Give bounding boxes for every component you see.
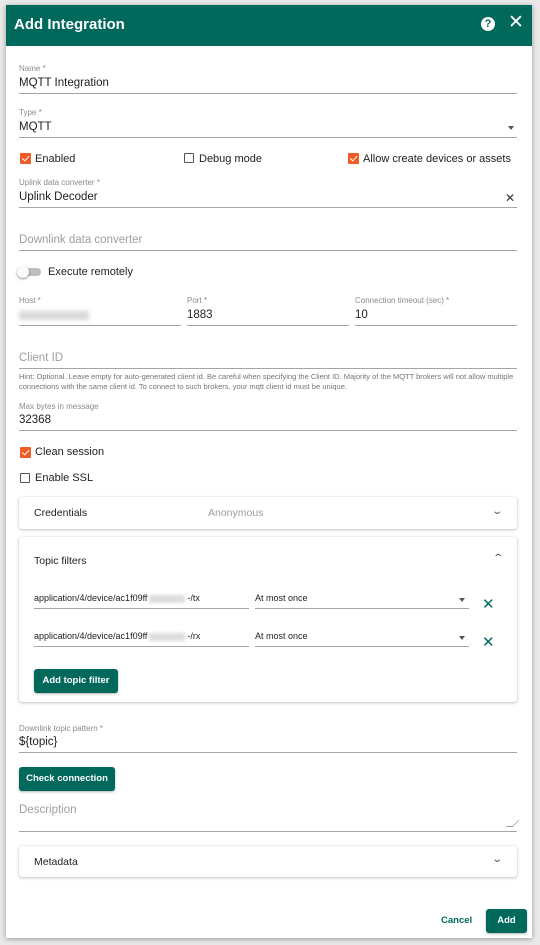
- credentials-panel[interactable]: [19, 497, 517, 529]
- type-underline: [19, 137, 517, 138]
- allow-create-label[interactable]: Allow create devices or assets: [363, 153, 511, 165]
- add-button[interactable]: Add: [486, 909, 527, 933]
- credentials-label: Credentials: [34, 507, 88, 519]
- close-icon[interactable]: ✕: [508, 12, 524, 33]
- enable-ssl-checkbox[interactable]: [20, 473, 30, 483]
- max-bytes-label: Max bytes in message: [19, 402, 99, 411]
- debug-mode-checkbox[interactable]: [184, 153, 194, 163]
- timeout-label: Connection timeout (sec) *: [355, 296, 450, 305]
- topic-filter-input[interactable]: [34, 593, 200, 603]
- uplink-underline: [19, 207, 517, 208]
- help-icon[interactable]: ?: [481, 17, 495, 31]
- topic-filter-suffix: -/rx: [187, 631, 201, 641]
- clear-uplink-icon[interactable]: ✕: [505, 191, 516, 205]
- topic-filter-suffix: -/tx: [187, 593, 200, 603]
- credentials-value: Anonymous: [208, 507, 264, 519]
- timeout-underline: [355, 325, 517, 326]
- execute-remotely-toggle-thumb[interactable]: [17, 266, 29, 278]
- metadata-label: Metadata: [34, 856, 78, 868]
- uplink-input[interactable]: Uplink Decoder: [19, 191, 98, 203]
- add-integration-dialog: [6, 5, 532, 938]
- port-label: Port *: [187, 296, 208, 305]
- qos-dropdown-arrow-icon[interactable]: [459, 636, 465, 640]
- topic-filter-underline: [34, 646, 249, 647]
- downlink-topic-input[interactable]: ${topic}: [19, 736, 58, 748]
- topic-filter-blurred-part: [149, 633, 185, 641]
- topic-filters-panel: [19, 537, 517, 702]
- add-topic-filter-button[interactable]: Add topic filter: [34, 669, 118, 693]
- downlink-underline: [19, 250, 517, 251]
- topic-filter-prefix: application/4/device/ac1f09ff: [34, 593, 148, 603]
- qos-select[interactable]: At most once: [255, 631, 308, 641]
- name-underline: [19, 93, 517, 94]
- clean-session-checkbox[interactable]: [20, 447, 31, 458]
- type-label: Type *: [19, 108, 42, 117]
- host-label: Host *: [19, 296, 41, 305]
- uplink-label: Uplink data converter *: [19, 178, 100, 187]
- metadata-panel[interactable]: [19, 846, 517, 877]
- topic-filter-blurred-part: [149, 595, 185, 603]
- resize-handle-icon[interactable]: [506, 820, 520, 827]
- check-connection-button[interactable]: Check connection: [19, 767, 115, 791]
- qos-dropdown-arrow-icon[interactable]: [459, 598, 465, 602]
- name-input[interactable]: MQTT Integration: [19, 77, 109, 89]
- port-underline: [187, 325, 349, 326]
- host-input-blurred[interactable]: [19, 311, 89, 320]
- timeout-input[interactable]: 10: [355, 309, 368, 321]
- qos-select[interactable]: At most once: [255, 593, 308, 603]
- client-id-underline: [19, 368, 517, 369]
- allow-create-checkbox[interactable]: [348, 153, 359, 164]
- description-underline: [19, 831, 517, 832]
- dialog-title: Add Integration: [14, 16, 125, 33]
- port-input[interactable]: 1883: [187, 309, 213, 321]
- remove-topic-filter-icon[interactable]: ✕: [482, 634, 495, 651]
- chevron-up-icon[interactable]: ⌃: [492, 553, 505, 564]
- name-label: Name *: [19, 64, 46, 73]
- topic-filters-title: Topic filters: [34, 555, 87, 567]
- clean-session-label[interactable]: Clean session: [35, 446, 105, 458]
- cancel-button[interactable]: Cancel: [441, 915, 473, 926]
- dialog-header: [6, 5, 532, 46]
- topic-filter-prefix: application/4/device/ac1f09ff: [34, 631, 148, 641]
- qos-underline: [255, 608, 469, 609]
- type-dropdown-arrow-icon[interactable]: [508, 126, 514, 130]
- enable-ssl-label[interactable]: Enable SSL: [35, 472, 94, 484]
- remove-topic-filter-icon[interactable]: ✕: [482, 596, 495, 613]
- chevron-down-icon[interactable]: ⌄: [491, 506, 504, 517]
- qos-underline: [255, 646, 469, 647]
- downlink-input[interactable]: Downlink data converter: [19, 234, 143, 246]
- enabled-label[interactable]: Enabled: [35, 153, 76, 165]
- client-id-hint: Hint: Optional. Leave empty for auto-generated client id. Be careful when specifying the Client ID. Majority of the MQTT brokers will not allow multiple connections with the same client id. To connect to such brokers, your mqtt client id must be unique.: [19, 372, 514, 391]
- chevron-down-icon[interactable]: ⌄: [491, 854, 504, 865]
- max-bytes-input[interactable]: 32368: [19, 414, 51, 426]
- downlink-topic-underline: [19, 752, 517, 753]
- topic-filter-input[interactable]: [34, 631, 200, 641]
- description-textarea[interactable]: Description: [19, 804, 77, 816]
- execute-remotely-label[interactable]: Execute remotely: [48, 266, 133, 278]
- enabled-checkbox[interactable]: [20, 153, 31, 164]
- host-underline: [19, 325, 181, 326]
- debug-mode-label[interactable]: Debug mode: [199, 153, 262, 165]
- downlink-topic-label: Downlink topic pattern *: [19, 724, 104, 733]
- client-id-input[interactable]: Client ID: [19, 352, 64, 364]
- topic-filter-underline: [34, 608, 249, 609]
- type-select[interactable]: MQTT: [19, 121, 52, 133]
- max-bytes-underline: [19, 430, 517, 431]
